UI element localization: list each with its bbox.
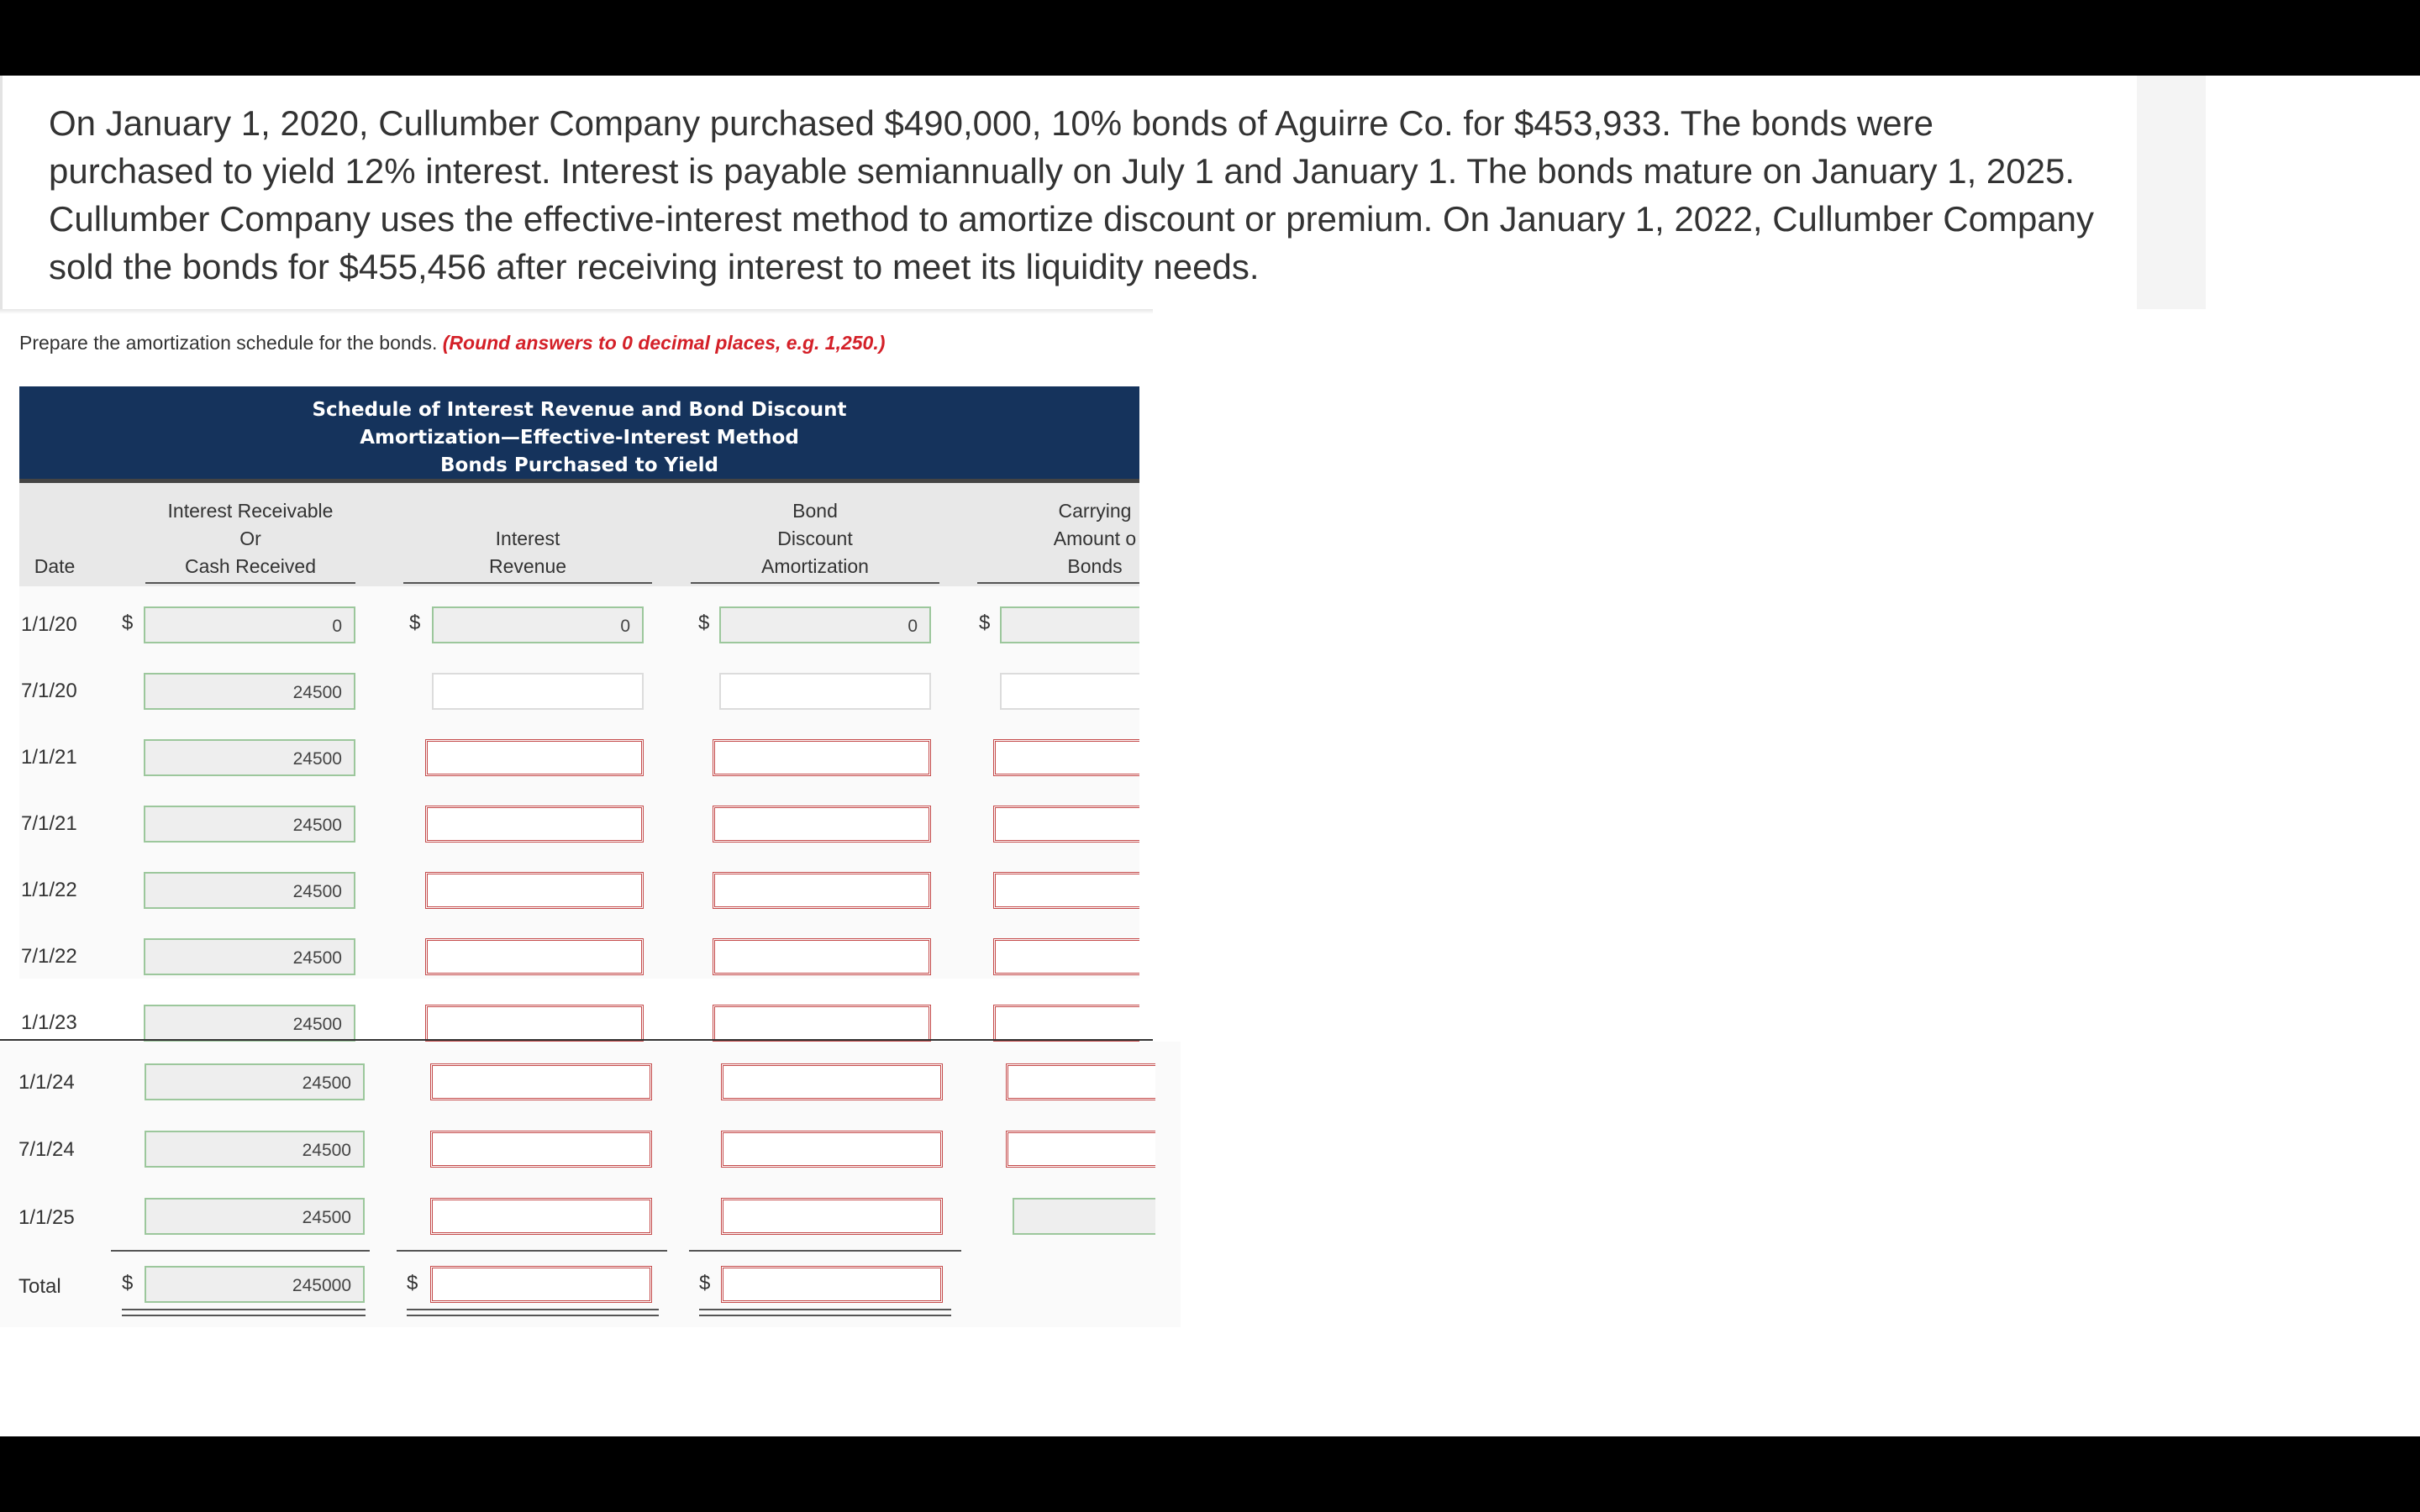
- interest-revenue-input[interactable]: [432, 673, 644, 710]
- cash-input[interactable]: 24500: [144, 938, 355, 975]
- col-header-carrying-line1: Carrying: [1058, 500, 1132, 522]
- carrying-amount-input[interactable]: [993, 872, 1139, 909]
- total-cash-input[interactable]: 245000: [145, 1266, 365, 1303]
- cash-input[interactable]: 24500: [144, 806, 355, 843]
- cash-input[interactable]: 24500: [145, 1131, 365, 1168]
- col-header-carrying-line2: Amount o: [1053, 528, 1137, 549]
- col-header-amortization: [691, 497, 939, 584]
- instruction: [19, 332, 885, 354]
- rounding-note: (Round answers to 0 decimal places, e.g. 1,250.): [442, 332, 886, 354]
- problem-side-strip: [2137, 76, 2206, 309]
- row-date: 1/1/25: [18, 1206, 75, 1229]
- carrying-amount-input[interactable]: [993, 806, 1139, 843]
- cash-input[interactable]: 24500: [144, 1005, 355, 1042]
- total-interest-revenue-input[interactable]: [430, 1266, 652, 1303]
- cash-input[interactable]: 24500: [145, 1063, 365, 1100]
- discount-amortization-input[interactable]: [713, 1005, 931, 1042]
- col-header-amortization-line2: Discount: [777, 528, 853, 549]
- row-date: 1/1/21: [21, 746, 77, 769]
- col-header-cash-line1: Interest Receivable: [167, 500, 334, 522]
- sum-rule: [111, 1250, 370, 1252]
- row-date: 7/1/20: [21, 680, 77, 702]
- discount-amortization-input[interactable]: [721, 1198, 943, 1235]
- sum-rule: [689, 1250, 961, 1252]
- carrying-amount-input[interactable]: [993, 938, 1139, 975]
- carrying-amount-input[interactable]: [1000, 673, 1139, 710]
- interest-revenue-input[interactable]: [425, 938, 644, 975]
- discount-amortization-input[interactable]: [713, 872, 931, 909]
- total-discount-amortization-input[interactable]: [721, 1266, 943, 1303]
- carrying-amount-input[interactable]: [1006, 1131, 1155, 1168]
- dollar-sign: $: [409, 612, 421, 634]
- interest-revenue-input[interactable]: [425, 739, 644, 776]
- col-header-date: Date: [34, 555, 76, 577]
- interest-revenue-input[interactable]: [430, 1063, 652, 1100]
- col-header-amortization-line3: Amortization: [761, 555, 869, 577]
- carrying-amount-input[interactable]: [1000, 606, 1139, 643]
- col-header-carrying: [977, 497, 1139, 584]
- dollar-sign: $: [698, 612, 710, 634]
- col-header-carrying-line3: Bonds: [1067, 555, 1123, 577]
- col-header-cash-line3: Cash Received: [185, 555, 316, 577]
- double-underline: [407, 1309, 659, 1316]
- row-date: 1/1/24: [18, 1071, 75, 1094]
- interest-revenue-input[interactable]: [425, 872, 644, 909]
- scroll-seam: [0, 1039, 1153, 1041]
- discount-amortization-input[interactable]: [721, 1131, 943, 1168]
- schedule-title: [19, 386, 1139, 483]
- row-date: 7/1/24: [18, 1138, 75, 1161]
- discount-amortization-input[interactable]: [713, 806, 931, 843]
- discount-amortization-input[interactable]: [719, 673, 931, 710]
- dollar-sign: $: [122, 612, 134, 634]
- discount-amortization-input[interactable]: 0: [719, 606, 931, 643]
- cash-input[interactable]: 24500: [144, 739, 355, 776]
- interest-revenue-input[interactable]: [430, 1131, 652, 1168]
- cash-input[interactable]: 0: [144, 606, 355, 643]
- divider: [0, 309, 1153, 314]
- total-label: Total: [18, 1275, 61, 1298]
- cash-input[interactable]: 24500: [144, 673, 355, 710]
- row-date: 1/1/22: [21, 879, 77, 901]
- carrying-amount-input[interactable]: [993, 739, 1139, 776]
- row-date: 7/1/21: [21, 812, 77, 835]
- carrying-amount-input[interactable]: [1013, 1198, 1155, 1235]
- discount-amortization-input[interactable]: [713, 739, 931, 776]
- row-date: 1/1/23: [21, 1011, 77, 1034]
- problem-statement-box: [0, 76, 2139, 309]
- schedule-lower-section: [0, 1042, 1155, 1327]
- dollar-sign: $: [979, 612, 991, 634]
- bottom-black-bar: [0, 1436, 2420, 1512]
- interest-revenue-input[interactable]: [425, 806, 644, 843]
- carrying-amount-input[interactable]: [993, 1005, 1139, 1042]
- discount-amortization-input[interactable]: [713, 938, 931, 975]
- cash-input[interactable]: 24500: [144, 872, 355, 909]
- double-underline: [122, 1309, 366, 1316]
- cash-input[interactable]: 24500: [145, 1198, 365, 1235]
- sum-rule: [397, 1250, 667, 1252]
- col-header-interest-line1: Interest: [495, 528, 560, 549]
- double-underline: [699, 1309, 951, 1316]
- row-date: 1/1/20: [21, 613, 77, 636]
- interest-revenue-input[interactable]: [425, 1005, 644, 1042]
- col-header-amortization-line1: Bond: [792, 500, 838, 522]
- schedule-title-line2: Amortization—Effective-Interest Method: [360, 427, 799, 449]
- instruction-text: Prepare the amortization schedule for the bonds.: [19, 332, 438, 354]
- schedule-title-line3: Bonds Purchased to Yield: [439, 454, 719, 476]
- col-header-interest: [403, 525, 652, 584]
- dollar-sign: $: [407, 1272, 418, 1294]
- dollar-sign: $: [699, 1272, 711, 1294]
- discount-amortization-input[interactable]: [721, 1063, 943, 1100]
- col-header-interest-line2: Revenue: [488, 555, 567, 577]
- col-header-cash: [145, 497, 355, 584]
- interest-revenue-input[interactable]: 0: [432, 606, 644, 643]
- schedule-title-line1: Schedule of Interest Revenue and Bond Discount: [312, 399, 847, 421]
- top-black-bar: [0, 0, 2420, 76]
- interest-revenue-input[interactable]: [430, 1198, 652, 1235]
- col-header-cash-line2: Or: [239, 528, 261, 549]
- row-date: 7/1/22: [21, 945, 77, 968]
- carrying-amount-input[interactable]: [1006, 1063, 1155, 1100]
- problem-statement: On January 1, 2020, Cullumber Company purchased $490,000, 10% bonds of Aguirre Co. for $453,933. The bonds were purchased to yield 12% interest. Interest is payable semiannually on July 1 and January 1. The bonds mature on January 1, 2025. Cullumber Company uses the effective-interest method to amortize discount or premium. On January 1, 2022, Cullumber Company sold the bonds for $455,456 after receiving interest to meet its liquidity needs.: [49, 103, 2095, 286]
- dollar-sign: $: [122, 1272, 134, 1294]
